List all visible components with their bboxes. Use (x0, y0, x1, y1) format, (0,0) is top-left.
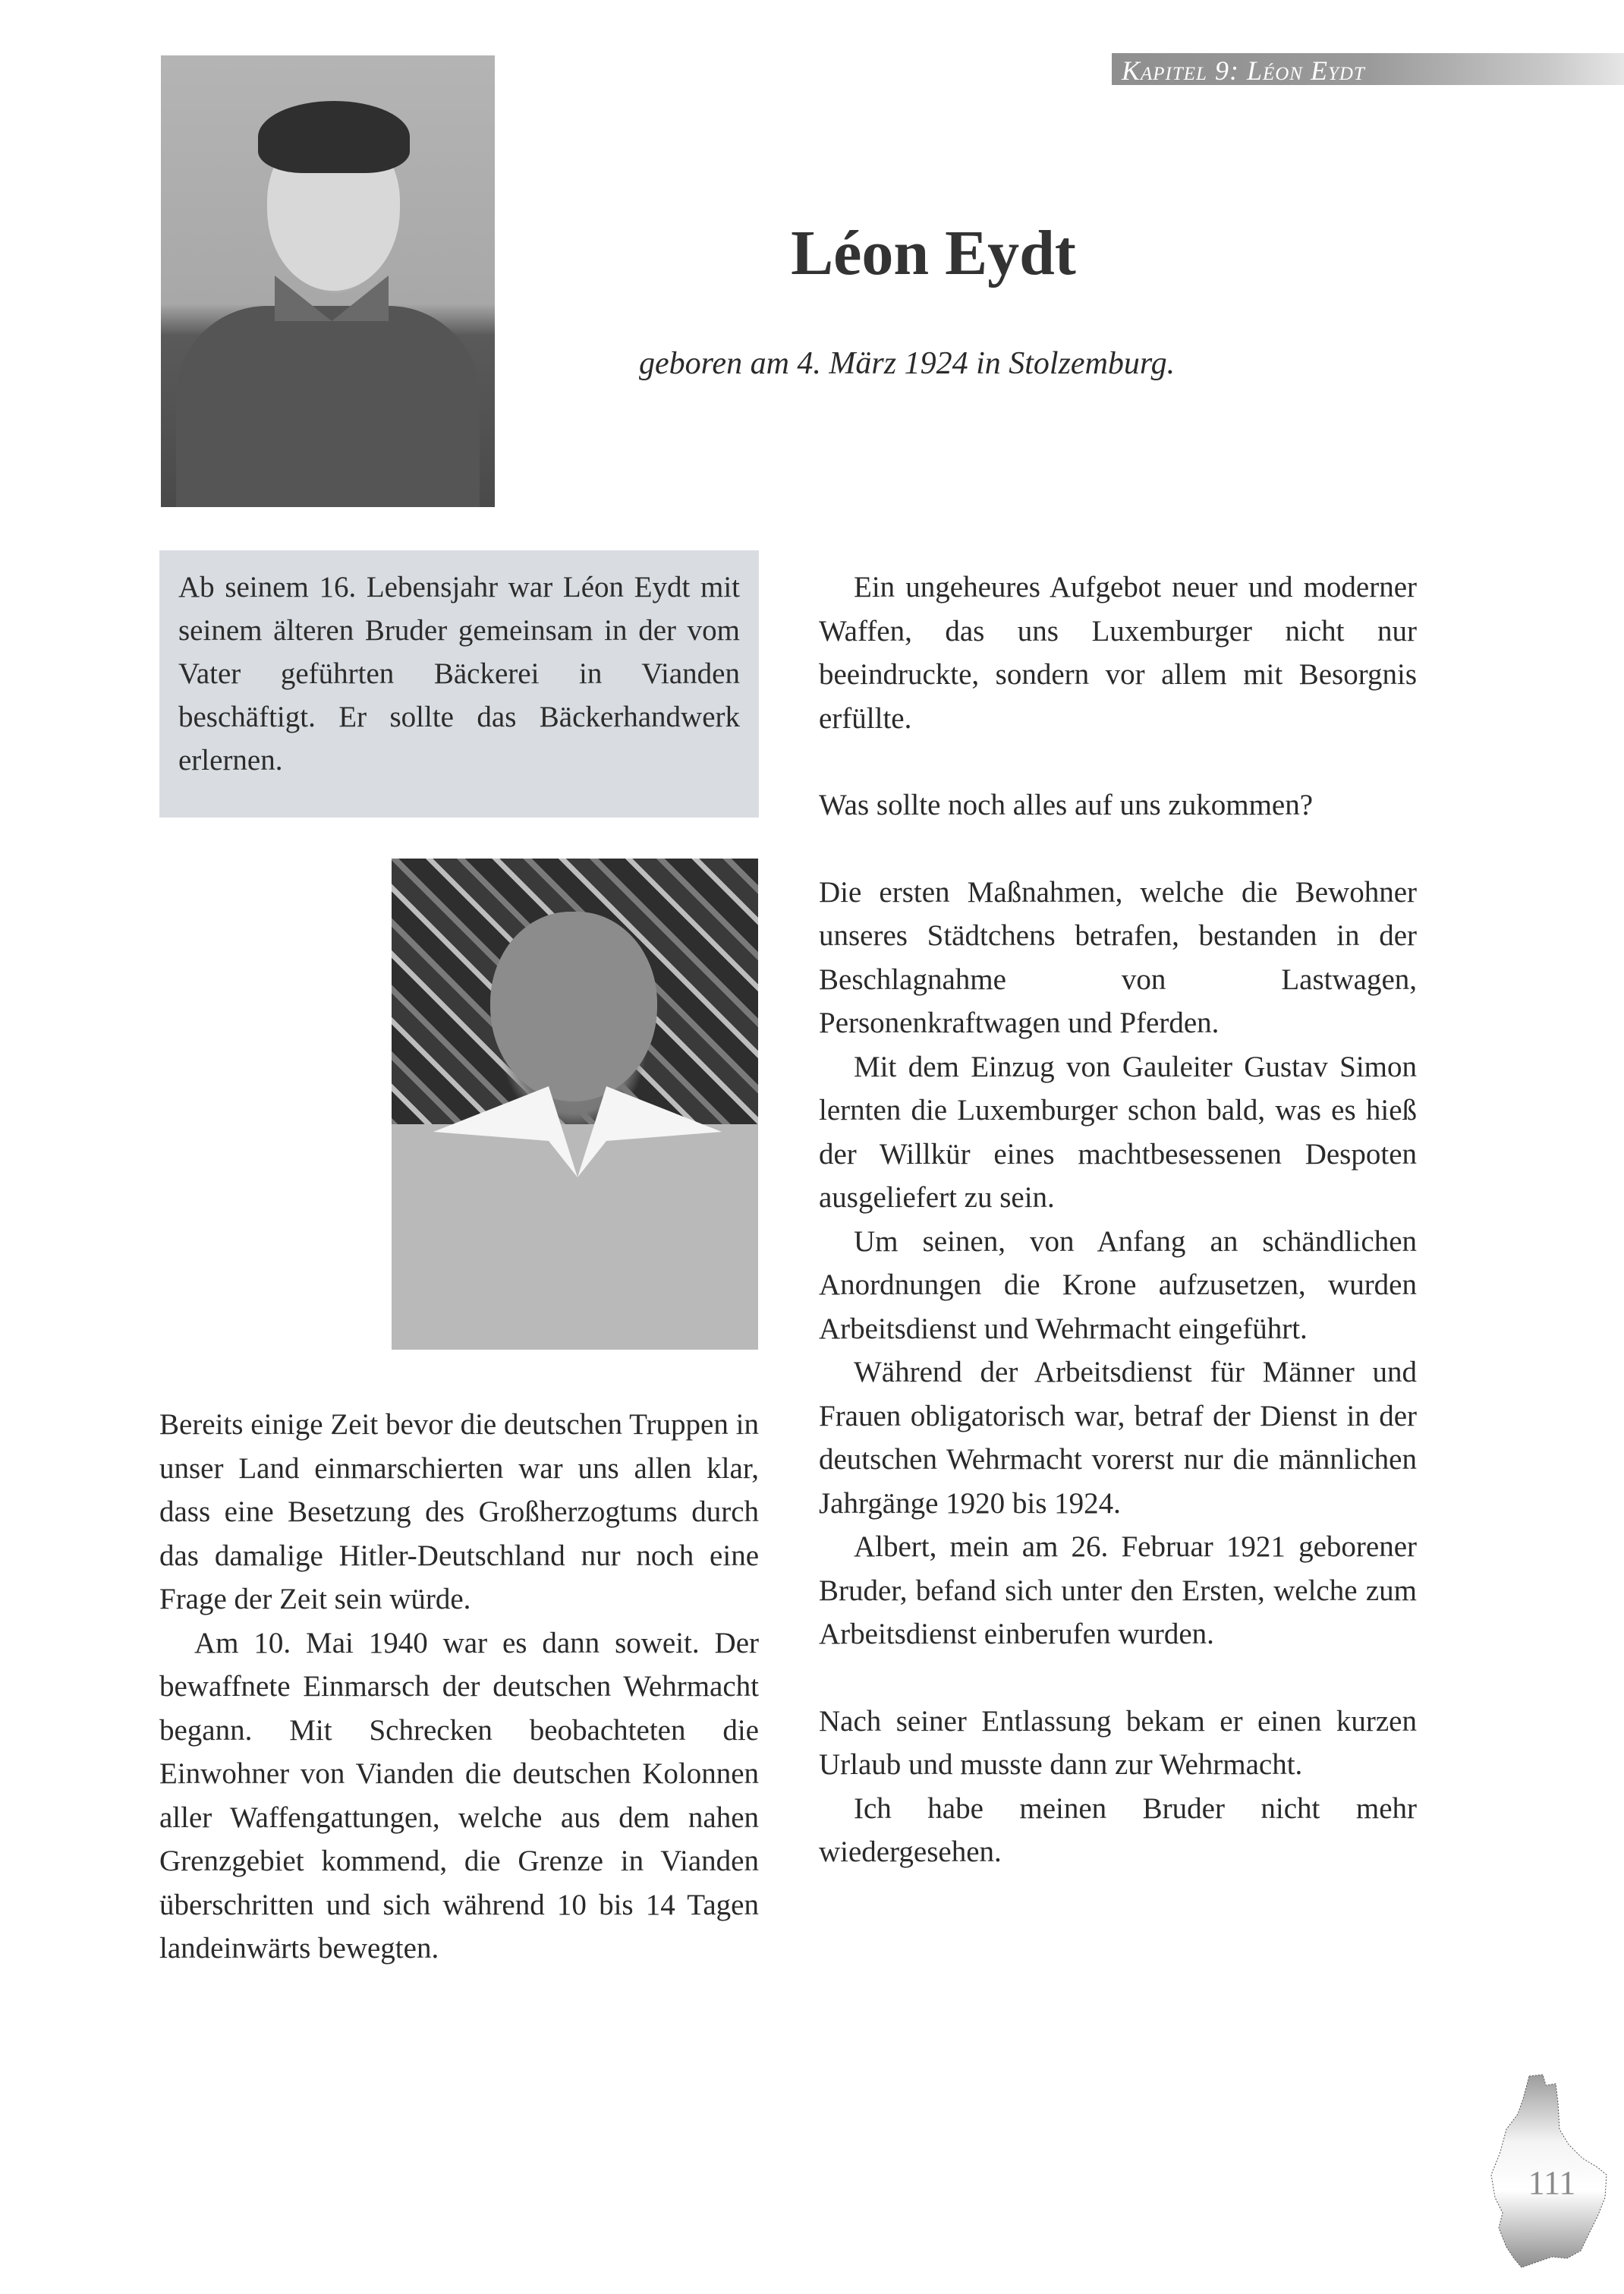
paragraph: Mit dem Einzug von Gauleiter Gustav Simon lernten die Luxemburger schon bald, was es hieß der Willkür eines machtbesessenen Despoten ausgeliefert zu sein. (819, 1050, 1417, 1214)
chapter-title: Kapitel 9: Léon Eydt (1122, 55, 1365, 86)
paragraph: Um seinen, von Anfang an schändlichen Anordnungen die Krone aufzusetzen, wurden Arbeitsdienst und Wehrmacht eingeführt. (819, 1224, 1417, 1345)
paragraph: Ich habe meinen Bruder nicht mehr wiedergesehen. (819, 1791, 1417, 1868)
right-text-column (819, 566, 1417, 1874)
paragraph: Am 10. Mai 1940 war es dann soweit. Der bewaffnete Einmarsch der deutschen Wehrmacht begann. Mit Schrecken beobachteten die Einwohner von Vianden die deutschen Kolonnen aller Waffengattungen, welche aus dem nahen Grenzgebiet kommend, die Grenze in Vianden überschritten und sich während 10 bis 14 Tagen landeinwärts bewegten. (159, 1626, 759, 1965)
photo-detail-shirt (392, 1124, 758, 1350)
paragraph: Bereits einige Zeit bevor die deutschen Truppen in unser Land einmarschierten war uns allen klar, dass eine Besetzung des Großherzogtums durch das damalige Hitler-Deutschland nur noch eine Frage der Zeit sein würde. (159, 1408, 759, 1615)
photo-detail-coat (176, 306, 480, 507)
page-number: 111 (1528, 2164, 1576, 2201)
paragraph: Ein ungeheures Aufgebot neuer und moderner Waffen, das uns Luxemburger nicht nur beeindruckte, sondern vor allem mit Besorgnis erfüllte. (819, 571, 1417, 735)
child-portrait-photo (392, 859, 758, 1350)
left-text-column (159, 1403, 759, 1971)
photo-detail-hair (258, 101, 410, 173)
paragraph: Während der Arbeitsdienst für Männer und Frauen obligatorisch war, betraf der Dienst in der deutschen Wehrmacht vorerst nur die männlichen Jahrgänge 1920 bis 1924. (819, 1356, 1417, 1520)
paragraph: Nach seiner Entlassung bekam er einen kurzen Urlaub und musste dann zur Wehrmacht. (819, 1704, 1417, 1781)
page-title: Léon Eydt (791, 218, 1076, 288)
photo-detail-face (490, 912, 657, 1101)
info-box-text: Ab seinem 16. Lebensjahr war Léon Eydt mit seinem älteren Bruder gemeinsam in der vom Vater geführten Bäckerei in Vianden beschäftigt. Er sollte das Bäckerhandwerk erlernen. (178, 571, 740, 777)
paragraph: Was sollte noch alles auf uns zukommen? (819, 789, 1314, 821)
paragraph: Die ersten Maßnahmen, welche die Bewohner unseres Städtchens betrafen, bestanden in der Beschlagnahme von Lastwagen, Personenkraftwagen und Pferden. (819, 875, 1417, 1039)
paragraph: Albert, mein am 26. Februar 1921 geborener Bruder, befand sich unter den Ersten, welche zum Arbeitsdienst einberufen wurden. (819, 1530, 1417, 1650)
birth-subtitle: geboren am 4. März 1924 in Stolzemburg. (639, 346, 1176, 381)
